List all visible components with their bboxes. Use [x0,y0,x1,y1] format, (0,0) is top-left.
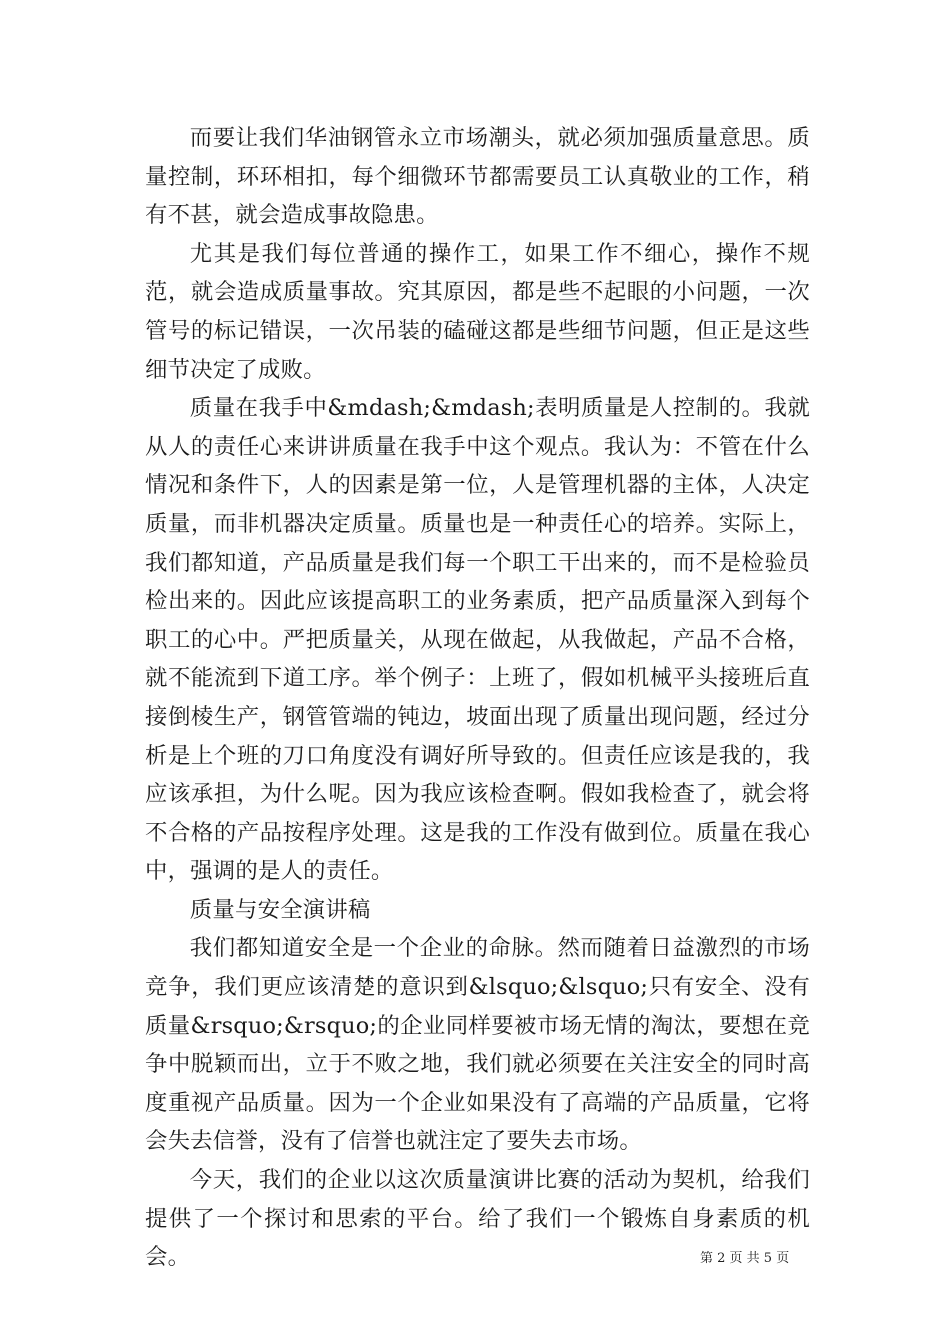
page-number: 第 2 页 共 5 页 [700,1251,790,1266]
paragraph-1: 而要让我们华油钢管永立市场潮头，就必须加强质量意思。质量控制，环环相扣，每个细微环节都需要员工认真敬业的工作，稍有不甚，就会造成事故隐患。 [145,125,810,229]
paragraph-3: 质量在我手中&mdash;&mdash;表明质量是人控制的。我就从人的责任心来讲讲质量在我手中这个观点。我认为：不管在什么情况和条件下，人的因素是第一位，人是管理机器的主体，人决定质量，而非机器决定质量。质量也是一种责任心的培养。实际上，我们都知道，产品质量是我们每一个职工干出来的，而不是检验员检出来的。因此应该提高职工的业务素质，把产品质量深入到每个职工的心中。严把质量关，从现在做起，从我做起，产品不合格，就不能流到下道工序。举个例子：上班了，假如机械平头接班后直接倒棱生产，钢管管端的钝边，坡面出现了质量出现问题，经过分析是上个班的刀口角度没有调好所导致的。但责任应该是我的，我应该承担，为什么呢。因为我应该检查啊。假如我检查了，就会将不合格的产品按程序处理。这是我的工作没有做到位。质量在我心中，强调的是人的责任。 [145,395,810,885]
paragraph-4: 我们都知道安全是一个企业的命脉。然而随着日益激烈的市场竞争，我们更应该清楚的意识到&lsquo;&lsquo;只有安全、没有质量&rsquo;&rsquo;的企业同样要被市场无情的淘汰，要想在竞争中脱颖而出，立于不败之地，我们就必须要在关注安全的同时高度重视产品质量。因为一个企业如果没有了高端的产品质量，它将会失去信誉，没有了信誉也就注定了要失去市场。 [145,935,810,1155]
paragraph-2: 尤其是我们每位普通的操作工，如果工作不细心，操作不规范，就会造成质量事故。究其原因，都是些不起眼的小问题，一次管号的标记错误，一次吊装的磕碰这都是些细节问题，但正是这些细节决定了成败。 [145,240,810,383]
paragraph-5: 今天，我们的企业以这次质量演讲比赛的活动为契机，给我们提供了一个探讨和思索的平台。给了我们一个锻炼自身素质的机会。 [145,1167,810,1271]
document-body [145,119,810,1277]
section-heading: 质量与安全演讲稿 [189,896,371,923]
